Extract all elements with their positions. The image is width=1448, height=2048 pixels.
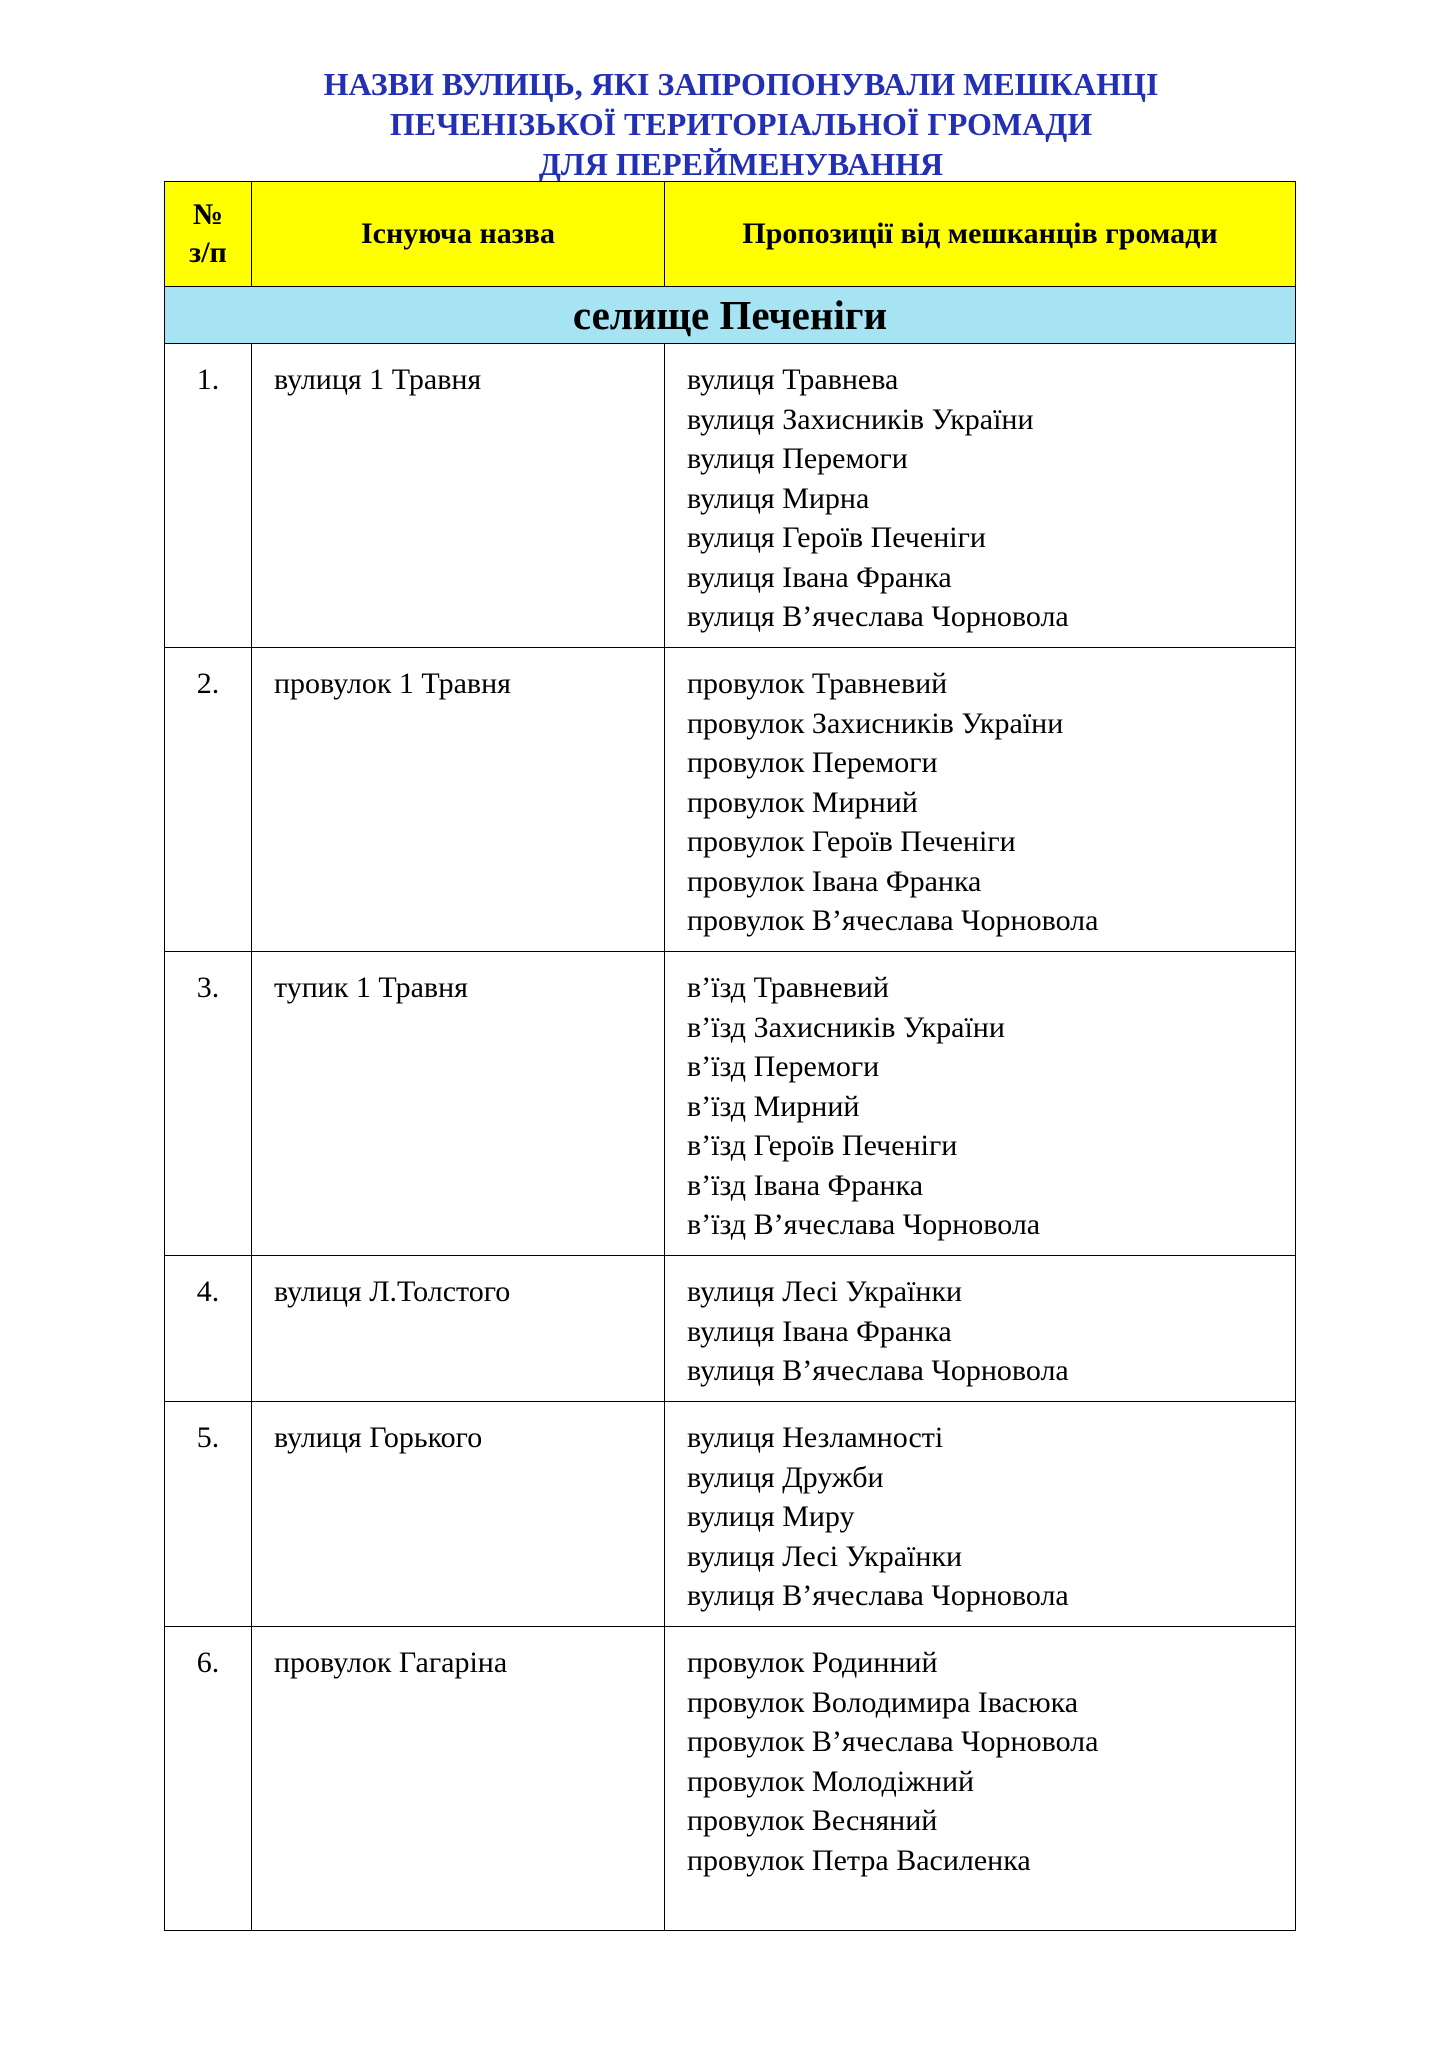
proposed-name: вулиця В’ячеслава Чорновола [687,1354,1069,1387]
existing-street-name: вулиця Горького [252,1402,665,1627]
proposed-name: провулок Молодіжний [687,1764,975,1798]
row-number: 1. [165,344,252,648]
title-line-3: ДЛЯ ПЕРЕЙМЕНУВАННЯ [538,146,944,182]
row-number: 3. [165,952,252,1256]
proposed-name: вулиця Лесі Українки [687,1539,963,1573]
header-proposals: Пропозиції від мешканців громади [665,182,1296,287]
proposed-name: в’їзд Мирний [687,1089,860,1123]
row-number: 2. [165,648,252,952]
section-label: селище Печеніги [165,287,1296,344]
proposed-name: в’їзд Травневий [687,971,889,1004]
proposed-names [665,1402,1296,1627]
header-number [165,182,252,287]
title-line-1: НАЗВИ ВУЛИЦЬ, ЯКІ ЗАПРОПОНУВАЛИ МЕШКАНЦІ [323,66,1159,102]
proposed-names [665,1627,1296,1931]
proposed-name: вулиця Незламності [687,1421,944,1454]
proposed-name: провулок Івана Франка [687,864,982,898]
proposed-name: вулиця В’ячеслава Чорновола [687,1579,1069,1612]
header-existing-name: Існуюча назва [252,182,665,287]
proposed-name: провулок В’ячеслава Чорновола [687,904,1099,937]
proposed-name: провулок Героїв Печеніги [687,825,1016,858]
proposed-name: провулок Мирний [687,785,918,819]
proposed-name: провулок Весняний [687,1804,938,1837]
table-row [165,1256,1296,1402]
proposed-names [665,344,1296,648]
header-number-sign: № [192,198,224,231]
existing-street-name: провулок 1 Травня [252,648,665,952]
table-row [165,344,1296,648]
proposed-name: провулок Родинний [687,1646,938,1679]
proposed-name: провулок Перемоги [687,746,938,779]
proposed-name: вулиця Івана Франка [687,560,952,594]
proposed-name: вулиця Перемоги [687,442,908,475]
proposed-name: в’їзд Перемоги [687,1050,880,1083]
proposed-name: в’їзд Івана Франка [687,1168,924,1202]
proposed-name: в’їзд Героїв Печеніги [687,1129,958,1162]
proposed-name: вулиця В’ячеслава Чорновола [687,600,1069,633]
street-renaming-table [164,181,1296,1931]
proposed-name: провулок Петра Василенка [687,1843,1031,1877]
proposed-name: вулиця Івана Франка [687,1314,952,1348]
row-number: 4. [165,1256,252,1402]
proposed-name: в’їзд Захисників України [687,1010,1005,1044]
existing-street-name: вулиця Л.Толстого [252,1256,665,1402]
table-row [165,1627,1296,1931]
table-row [165,1402,1296,1627]
proposed-name: вулиця Миру [687,1500,855,1533]
title-line-2: ПЕЧЕНІЗЬКОЇ ТЕРИТОРІАЛЬНОЇ ГРОМАДИ [389,106,1093,142]
table-row [165,952,1296,1256]
proposed-name: вулиця Захисників України [687,402,1034,436]
proposed-name: вулиця Лесі Українки [687,1275,963,1308]
document-title [0,64,1448,184]
table-row [165,648,1296,952]
proposed-name: провулок Володимира Івасюка [687,1685,1079,1719]
header-number-abbrev: з/п [189,236,227,269]
existing-street-name: провулок Гагаріна [252,1627,665,1931]
proposed-name: вулиця Дружби [687,1460,884,1494]
proposed-name: в’їзд В’ячеслава Чорновола [687,1208,1041,1241]
proposed-name: провулок В’ячеслава Чорновола [687,1725,1099,1758]
proposed-names [665,952,1296,1256]
row-number: 6. [165,1627,252,1931]
proposed-name: вулиця Героїв Печеніги [687,521,986,554]
proposed-name: провулок Захисників України [687,706,1064,740]
section-row [165,287,1296,344]
table-header-row [165,182,1296,287]
proposed-names [665,648,1296,952]
existing-street-name: тупик 1 Травня [252,952,665,1256]
proposed-name: провулок Травневий [687,667,948,700]
row-number: 5. [165,1402,252,1627]
proposed-name: вулиця Травнева [687,363,899,396]
proposed-names [665,1256,1296,1402]
existing-street-name: вулиця 1 Травня [252,344,665,648]
proposed-name: вулиця Мирна [687,481,870,515]
